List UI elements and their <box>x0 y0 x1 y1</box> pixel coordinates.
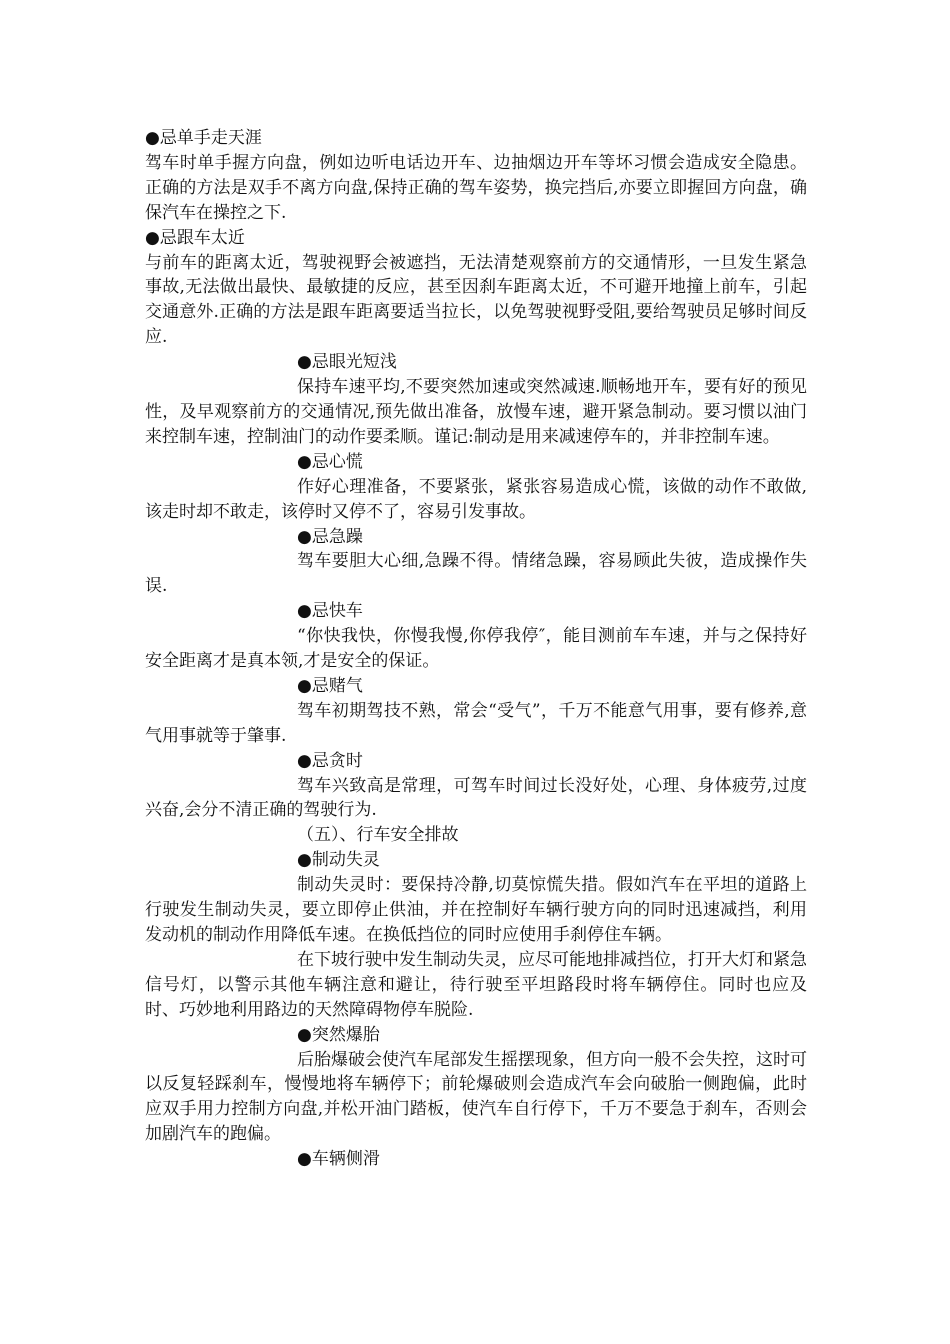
section-heading: ●忌跟车太近 <box>145 227 245 248</box>
section-heading: ●突然爆胎 <box>297 1024 380 1045</box>
paragraph: 后胎爆破会使汽车尾部发生摇摆现象，但方向一般不会失控，这时可以反复轻踩刹车，慢慢地将车辆停下；前轮爆破则会造成汽车会向破胎一侧跑偏，此时应双手用力控制方向盘,并松开油门踏板，使汽车自行停下，千万不要急于刹车，否则会加剧汽车的跑偏。 <box>145 1049 807 1145</box>
paragraph: 与前车的距离太近，驾驶视野会被遮挡，无法清楚观察前方的交通情形，一旦发生紧急事故,无法做出最快、最敏捷的反应，甚至因刹车距离太近，不可避开地撞上前车，引起交通意外.正确的方法是跟车距离要适当拉长，以免驾驶视野受阻,要给驾驶员足够时间反应. <box>145 252 807 348</box>
paragraph: “你快我快，你慢我慢,你停我停″，能目测前车车速，并与之保持好安全距离才是真本领,才是安全的保证。 <box>145 626 807 672</box>
section-heading: ●忌贪时 <box>297 750 363 771</box>
paragraph: 驾车初期驾技不熟，常会“受气”，千万不能意气用事，要有修养,意气用事就等于肇事. <box>145 700 807 746</box>
section-heading: ●制动失灵 <box>297 850 380 871</box>
section-heading: ●忌快车 <box>297 601 363 622</box>
document-page <box>145 126 807 1172</box>
paragraph: 作好心理准备，不要紧张，紧张容易造成心慌，该做的动作不敢做,该走时却不敢走，该停时又停不了，容易引发事故。 <box>145 476 807 522</box>
paragraph: 驾车要胆大心细,急躁不得。情绪急躁，容易顾此失彼，造成操作失误. <box>145 551 807 597</box>
chapter-heading: （五）、行车安全排故 <box>297 825 459 846</box>
section-heading: ●忌赌气 <box>297 675 363 696</box>
paragraph: 保持车速平均,不要突然加速或突然减速.顺畅地开车，要有好的预见性，及早观察前方的交通情况,预先做出准备，放慢车速，避开紧急制动。要习惯以油门来控制车速，控制油门的动作要柔顺。谨记:制动是用来减速停车的，并非控制车速。 <box>145 377 807 447</box>
paragraph: 制动失灵时：要保持冷静,切莫惊慌失措。假如汽车在平坦的道路上行驶发生制动失灵，要立即停止供油，并在控制好车辆行驶方向的同时迅速减挡，利用发动机的制动作用降低车速。在换低挡位的同时应使用手刹停住车辆。 <box>145 875 807 945</box>
section-heading: ●车辆侧滑 <box>297 1149 380 1170</box>
paragraph: 在下坡行驶中发生制动失灵，应尽可能地排减挡位，打开大灯和紧急信号灯，以警示其他车辆注意和避让，待行驶至平坦路段时将车辆停住。同时也应及时、巧妙地利用路边的天然障碍物停车脱险. <box>145 949 807 1020</box>
section-heading: ●忌急躁 <box>297 526 363 547</box>
paragraph: 驾车时单手握方向盘，例如边听电话边开车、边抽烟边开车等坏习惯会造成安全隐患。正确的方法是双手不离方向盘,保持正确的驾车姿势，换完挡后,亦要立即握回方向盘，确保汽车在操控之下. <box>145 152 807 223</box>
section-heading: ●忌心慌 <box>297 451 363 472</box>
paragraph: 驾车兴致高是常理，可驾车时间过长没好处，心理、身体疲劳,过度兴奋,会分不清正确的驾驶行为. <box>145 775 807 821</box>
section-heading: ●忌单手走天涯 <box>145 128 262 148</box>
section-heading: ●忌眼光短浅 <box>297 352 397 373</box>
